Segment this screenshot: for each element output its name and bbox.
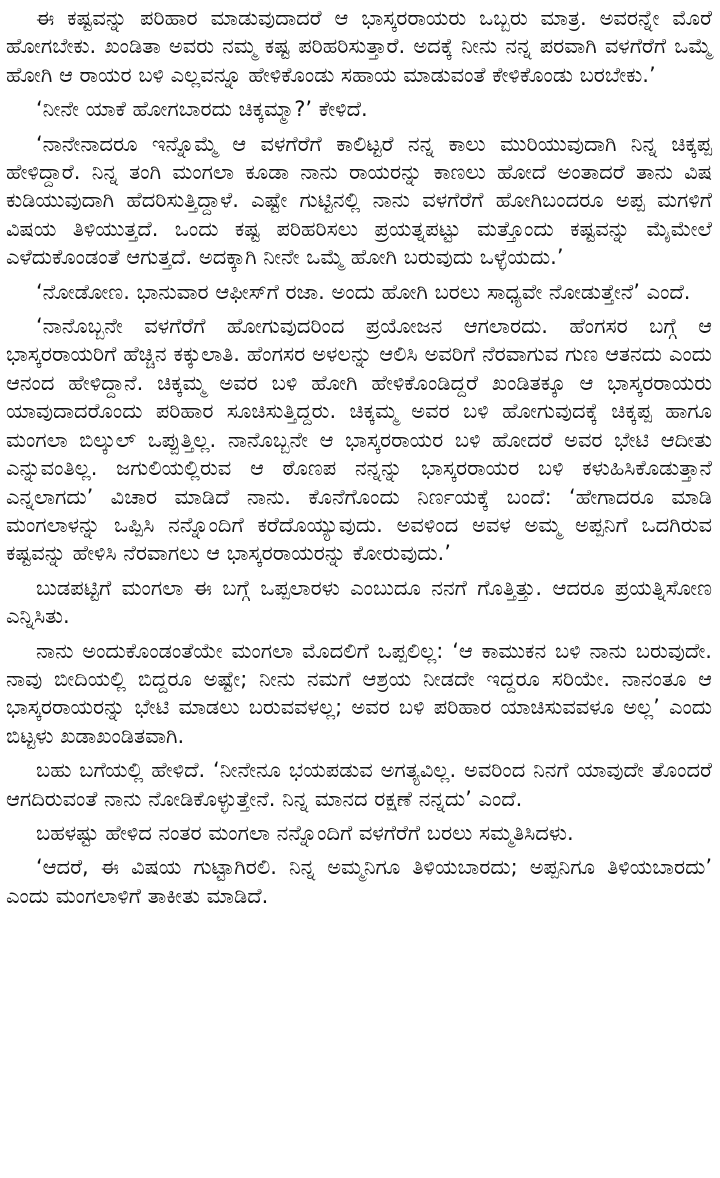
paragraph: ಬಹು ಬಗೆಯಲ್ಲಿ ಹೇಳಿದೆ. ‘ನೀನೇನೂ ಭಯಪಡುವ ಅಗತ್ಯವಿಲ್ಲ. ಅವರಿಂದ ನಿನಗೆ ಯಾವುದೇ ತೊಂದರೆ ಆಗದಿರುವಂತೆ ನಾನು ನೋಡಿಕೊಳ್ಳುತ್ತೇನೆ. ನಿನ್ನ ಮಾನದ ರಕ್ಷಣೆ ನನ್ನದು’ ಎಂದೆ. xyxy=(6,758,712,811)
paragraph: ‘ಆದರೆ, ಈ ವಿಷಯ ಗುಟ್ಟಾಗಿರಲಿ. ನಿನ್ನ ಅಮ್ಮನಿಗೂ ತಿಳಿಯಬಾರದು; ಅಪ್ಪನಿಗೂ ತಿಳಿಯಬಾರದು’ ಎಂದು ಮಂಗಲಾಳಿಗೆ ತಾಕೀತು ಮಾಡಿದೆ. xyxy=(6,855,712,908)
paragraph: ‘ನೀನೇ ಯಾಕೆ ಹೋಗಬಾರದು ಚಿಕ್ಕಮ್ಮಾ?’ ಕೇಳಿದೆ. xyxy=(36,97,368,122)
paragraph: ಬುಡಪಟ್ಟಿಗೆ ಮಂಗಲಾ ಈ ಬಗ್ಗೆ ಒಪ್ಪಲಾರಳು ಎಂಬುದೂ ನನಗೆ ಗೊತ್ತಿತ್ತು. ಆದರೂ ಪ್ರಯತ್ನಿಸೋಣ ಎನ್ನಿಸಿತು. xyxy=(6,575,712,629)
paragraph: ನಾನು ಅಂದುಕೊಂಡಂತೆಯೇ ಮಂಗಲಾ ಮೊದಲಿಗೆ ಒಪ್ಪಲಿಲ್ಲ: ‘ಆ ಕಾಮುಕನ ಬಳಿ ನಾನು ಬರುವುದೇ. ನಾವು ಬೀದಿಯಲ್ಲಿ ಬಿದ್ದರೂ ಅಷ್ಟೇ; ನೀನು ನಮಗೆ ಆಶ್ರಯ ನೀಡದೇ ಇದ್ದರೂ ಸರಿಯೇ. ನಾನಂತೂ ಆ ಭಾಸ್ಕರರಾಯರನ್ನು ಭೇಟಿ ಮಾಡಲು ಬರುವವಳಲ್ಲ; ಅವರ ಬಳಿ ಪರಿಹಾರ ಯಾಚಿಸುವವಳೂ ಅಲ್ಲ’ ಎಂದು ಬಿಟ್ಟಳು ಖಡಾಖಂಡಿತವಾಗಿ. xyxy=(6,638,712,748)
paragraph: ‘ನೋಡೋಣ. ಭಾನುವಾರ ಆಫೀಸ್‌ಗೆ ರಜಾ. ಅಂದು ಹೋಗಿ ಬರಲು ಸಾಧ್ಯವೇ ನೋಡುತ್ತೇನೆ’ ಎಂದೆ. xyxy=(36,279,691,304)
paragraph: ಈ ಕಷ್ಟವನ್ನು ಪರಿಹಾರ ಮಾಡುವುದಾದರೆ ಆ ಭಾಸ್ಕರರಾಯರು ಒಬ್ಬರು ಮಾತ್ರ. ಅವರನ್ನೇ ಮೊರೆ ಹೋಗಬೇಕು. ಖಂಡಿತಾ ಅವರು ನಮ್ಮ ಕಷ್ಟ ಪರಿಹರಿಸುತ್ತಾರೆ. ಅದಕ್ಕೆ ನೀನು ನನ್ನ ಪರವಾಗಿ ವಳಗೆರೆಗೆ ಒಮ್ಮೆ ಹೋಗಿ ಆ ರಾಯರ ಬಳಿ ಎಲ್ಲವನ್ನೂ ಹೇಳಿಕೊಂಡು ಸಹಾಯ ಮಾಡುವಂತೆ ಕೇಳಿಕೊಂಡು ಬರಬೇಕು.’ xyxy=(6,6,712,87)
paragraph: ಬಹಳಷ್ಟು ಹೇಳಿದ ನಂತರ ಮಂಗಲಾ ನನ್ನೊಂದಿಗೆ ವಳಗೆರೆಗೆ ಬರಲು ಸಮ್ಮತಿಸಿದಳು. xyxy=(36,820,574,845)
paragraph: ‘ನಾನೇನಾದರೂ ಇನ್ನೊಮ್ಮೆ ಆ ವಳಗೆರೆಗೆ ಕಾಲಿಟ್ಟರೆ ನನ್ನ ಕಾಲು ಮುರಿಯುವುದಾಗಿ ನಿನ್ನ ಚಿಕ್ಕಪ್ಪ ಹೇಳಿದ್ದಾರೆ. ನಿನ್ನ ತಂಗಿ ಮಂಗಲಾ ಕೂಡಾ ನಾನು ರಾಯರನ್ನು ಕಾಣಲು ಹೋದೆ ಅಂತಾದರೆ ತಾನು ವಿಷ ಕುಡಿಯುವುದಾಗಿ ಹೆದರಿಸುತ್ತಿದ್ದಾಳೆ. ಎಷ್ಟೇ ಗುಟ್ಟಿನಲ್ಲಿ ನಾನು ವಳಗೆರೆಗೆ ಹೋಗಿಬಂದರೂ ಅಪ್ಪ ಮಗಳಿಗೆ ವಿಷಯ ತಿಳಿಯುತ್ತದೆ. ಒಂದು ಕಷ್ಟ ಪರಿಹರಿಸಲು ಪ್ರಯತ್ನಪಟ್ಟು ಮತ್ತೊಂದು ಕಷ್ಟವನ್ನು ಮೈಮೇಲೆ ಎಳೆದುಕೊಂಡಂತೆ ಆಗುತ್ತದೆ. ಅದಕ್ಕಾಗಿ ನೀನೇ ಒಮ್ಮೆ ಹೋಗಿ ಬರುವುದು ಒಳ್ಳೆಯದು.’ xyxy=(6,131,712,270)
paragraph: ‘ನಾನೊಬ್ಬನೇ ವಳಗೆರೆಗೆ ಹೋಗುವುದರಿಂದ ಪ್ರಯೋಜನ ಆಗಲಾರದು. ಹೆಂಗಸರ ಬಗ್ಗೆ ಆ ಭಾಸ್ಕರರಾಯರಿಗೆ ಹೆಚ್ಚಿನ ಕಕ್ಕುಲಾತಿ. ಹೆಂಗಸರ ಅಳಲನ್ನು ಆಲಿಸಿ ಅವರಿಗೆ ನೆರವಾಗುವ ಗುಣ ಆತನದು ಎಂದು ಆನಂದ ಹೇಳಿದ್ದಾನೆ. ಚಿಕ್ಕಮ್ಮ ಅವರ ಬಳಿ ಹೋಗಿ ಹೇಳಿಕೊಂಡಿದ್ದರೆ ಖಂಡಿತಕ್ಕೂ ಆ ಭಾಸ್ಕರರಾಯರು ಯಾವುದಾದರೊಂದು ಪರಿಹಾರ ಸೂಚಿಸುತ್ತಿದ್ದರು. ಚಿಕ್ಕಮ್ಮ ಅವರ ಬಳಿ ಹೋಗುವುದಕ್ಕೆ ಚಿಕ್ಕಪ್ಪ ಹಾಗೂ ಮಂಗಲಾ ಬಿಲ್ಕುಲ್ ಒಪ್ಪುತ್ತಿಲ್ಲ. ನಾನೊಬ್ಬನೇ ಆ ಭಾಸ್ಕರರಾಯರ ಬಳಿ ಹೋದರೆ ಅವರ ಭೇಟಿ ಆದೀತು ಎನ್ನುವಂತಿಲ್ಲ. ಜಗುಲಿಯಲ್ಲಿರುವ ಆ ಠೊಣಪ ನನ್ನನ್ನು ಭಾಸ್ಕರರಾಯರ ಬಳಿ ಕಳುಹಿಸಿಕೊಡುತ್ತಾನೆ ಎನ್ನಲಾಗದು’ ವಿಚಾರ ಮಾಡಿದೆ ನಾನು. ಕೊನೆಗೊಂದು ನಿರ್ಣಯಕ್ಕೆ ಬಂದೆ: ‘ಹೇಗಾದರೂ ಮಾಡಿ ಮಂಗಲಾಳನ್ನು ಒಪ್ಪಿಸಿ ನನ್ನೊಂದಿಗೆ ಕರೆದೊಯ್ಯುವುದು. ಅವಳಿಂದ ಅವಳ ಅಮ್ಮ ಅಪ್ಪನಿಗೆ ಒದಗಿರುವ ಕಷ್ಟವನ್ನು ಹೇಳಿಸಿ ನೆರವಾಗಲು ಆ ಭಾಸ್ಕರರಾಯರನ್ನು ಕೋರುವುದು.’ xyxy=(6,314,712,566)
